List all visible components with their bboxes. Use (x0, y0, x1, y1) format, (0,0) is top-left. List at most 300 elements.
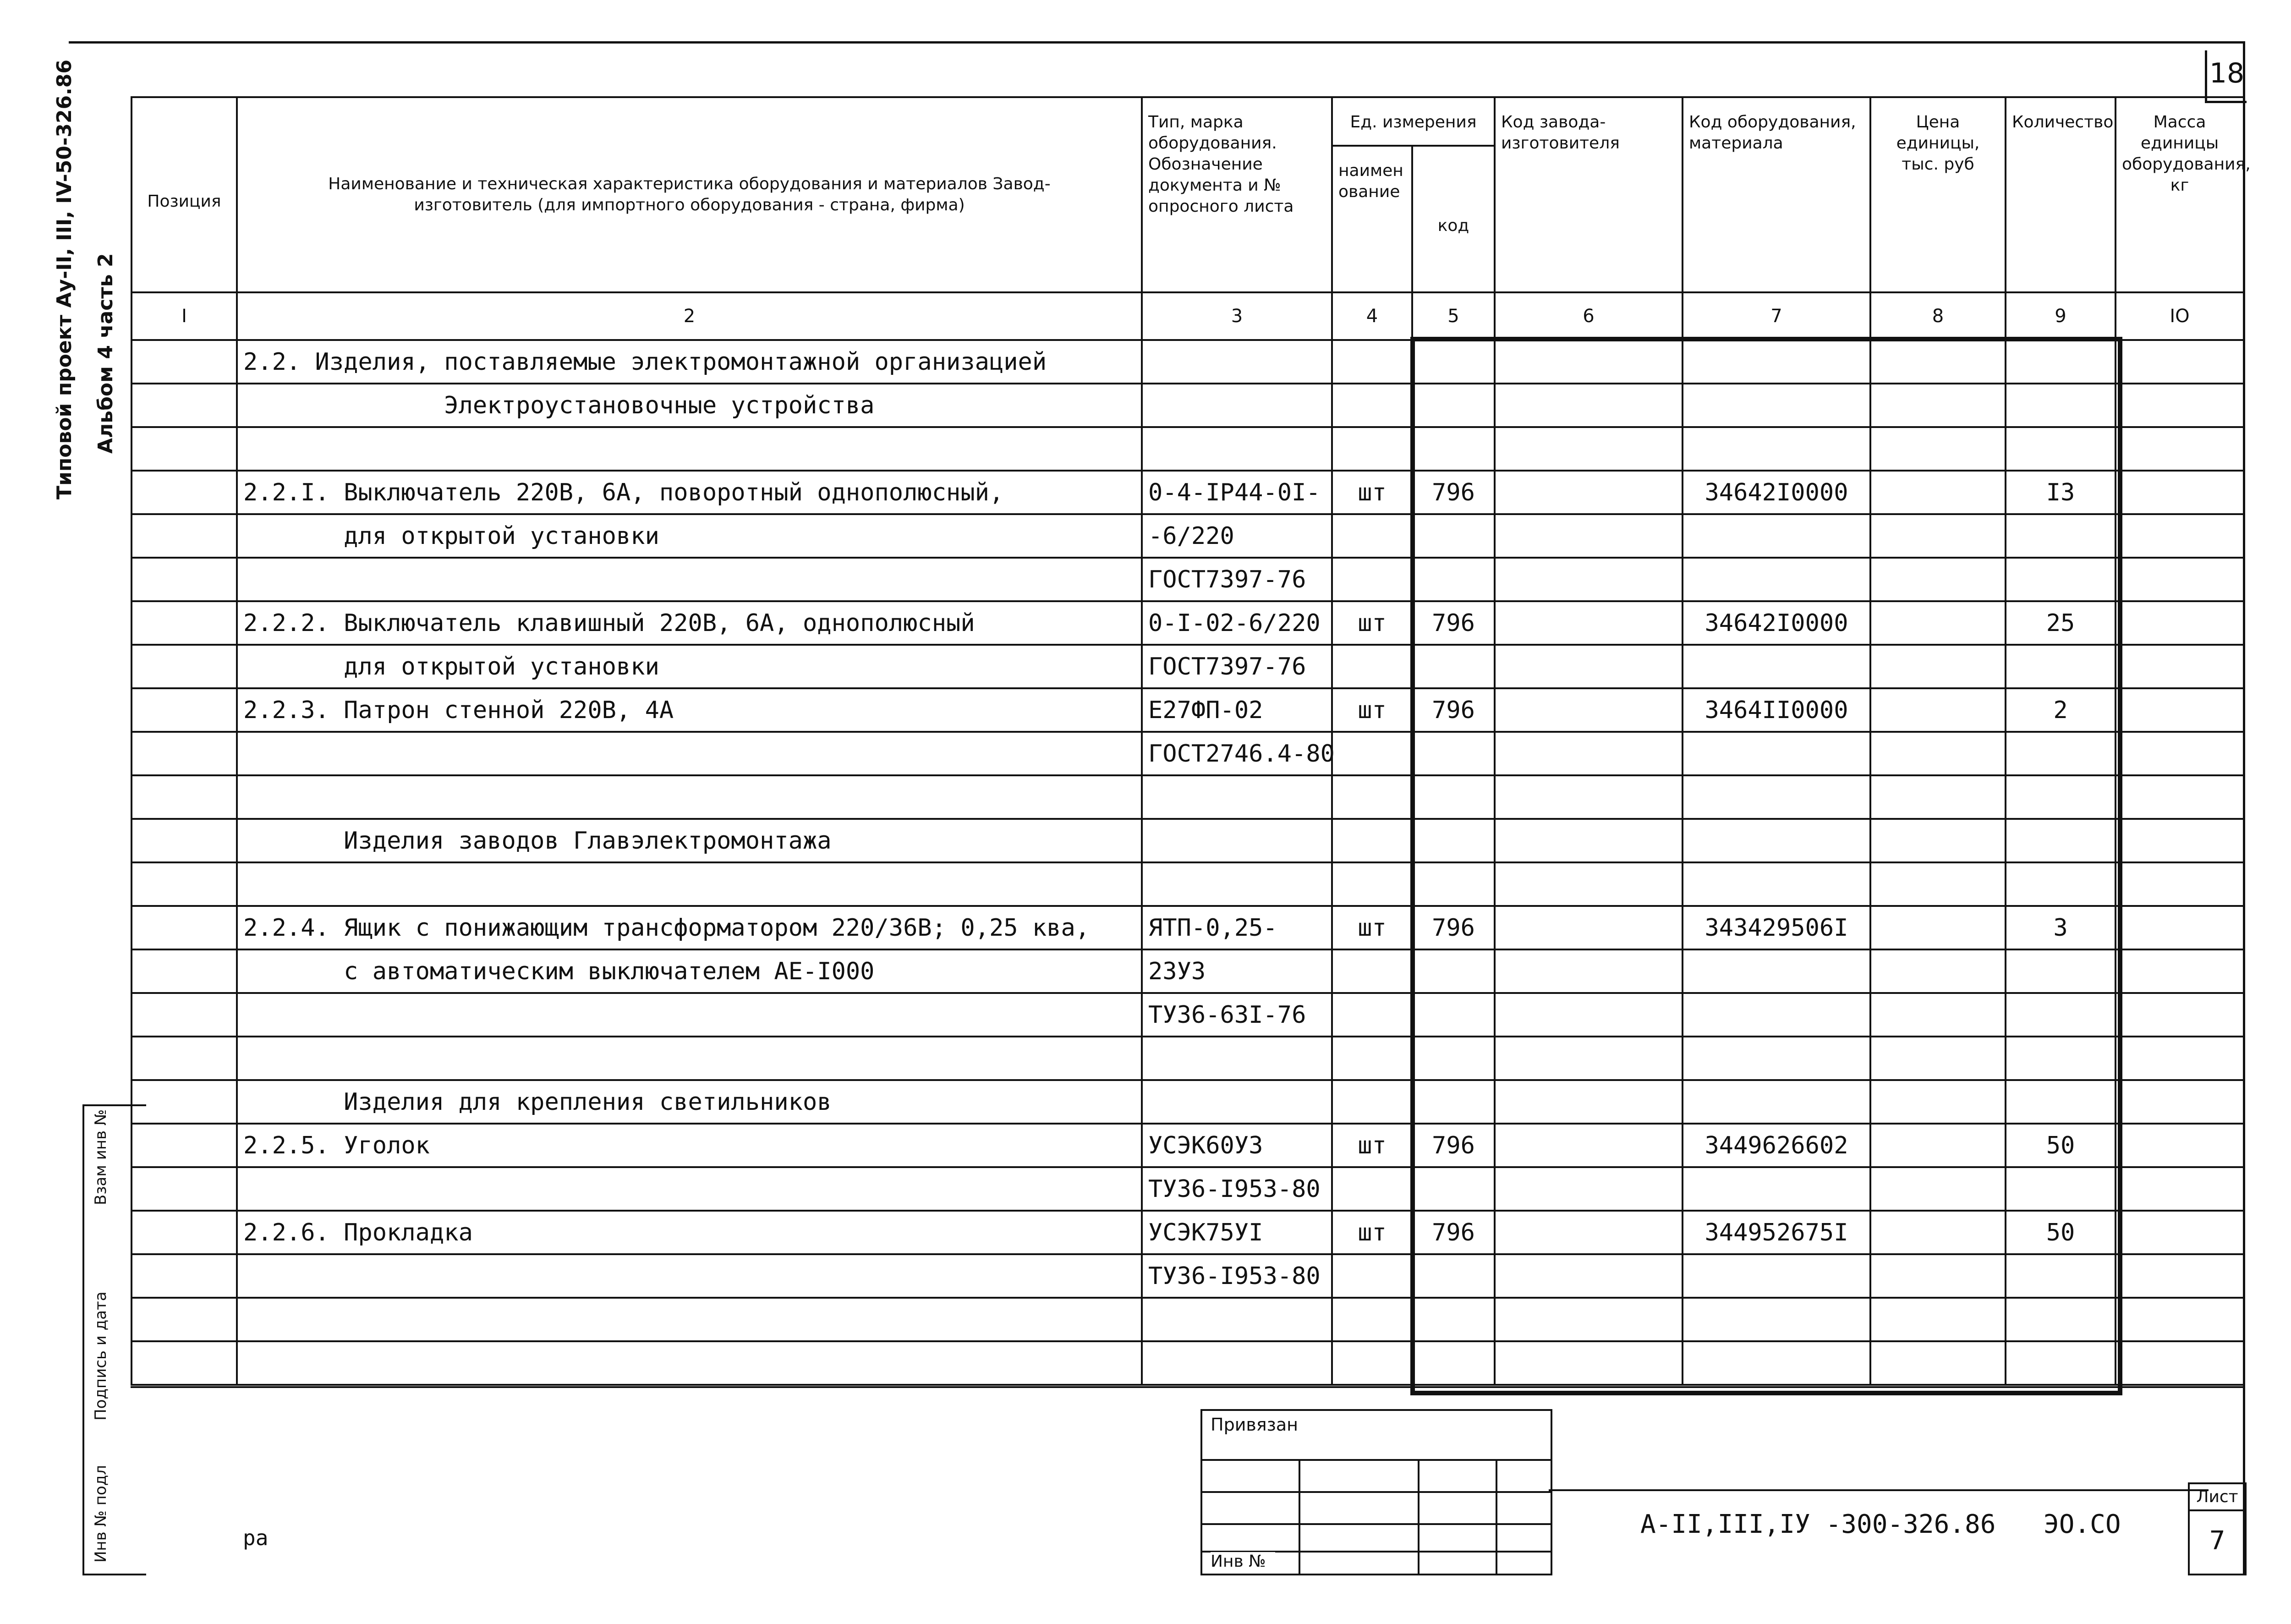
cell-equip (1683, 514, 1870, 558)
cell-maker (1495, 558, 1683, 601)
cell-price (1870, 862, 2006, 906)
cell-equip (1683, 558, 1870, 601)
cell-mass (2116, 340, 2244, 384)
cell-mass (2116, 819, 2244, 862)
cell-type: ГОСТ7397-76 (1142, 645, 1332, 688)
cell-pos (132, 645, 237, 688)
cell-equip (1683, 645, 1870, 688)
header-quantity: Количество (2006, 97, 2116, 292)
cell-price (1870, 906, 2006, 949)
cell-pos (132, 732, 237, 775)
cell-unit: шт (1332, 688, 1412, 732)
cell-price (1870, 1341, 2006, 1385)
header-mass: Масса единицы оборудования, кг (2116, 97, 2244, 292)
cell-qty: I3 (2006, 471, 2116, 514)
header-unit: Ед. измерения (1332, 97, 1495, 146)
cell-qty: 2 (2006, 688, 2116, 732)
cell-mass (2116, 645, 2244, 688)
cell-type: ТУ36-63I-76 (1142, 993, 1332, 1037)
cell-mass (2116, 427, 2244, 471)
header-maker-code: Код завода-изготовителя (1495, 97, 1683, 292)
table-row (132, 340, 2244, 384)
cell-name: для открытой установки (237, 514, 1142, 558)
cell-pos (132, 558, 237, 601)
table-row (132, 949, 2244, 993)
cell-maker (1495, 775, 1683, 819)
cell-code (1412, 993, 1495, 1037)
cell-code (1412, 949, 1495, 993)
cell-maker (1495, 1298, 1683, 1341)
cell-type: УСЭК60У3 (1142, 1124, 1332, 1167)
cell-qty (2006, 558, 2116, 601)
cell-name: 2.2.4. Ящик с понижающим трансформатором 220/36В; 0,25 ква, (237, 906, 1142, 949)
cell-type: 23У3 (1142, 949, 1332, 993)
cell-name (237, 1298, 1142, 1341)
column-number: 9 (2006, 292, 2116, 340)
cell-equip (1683, 427, 1870, 471)
cell-type (1142, 384, 1332, 427)
cell-equip (1683, 384, 1870, 427)
cell-maker (1495, 1167, 1683, 1211)
cell-qty (2006, 384, 2116, 427)
cell-pos (132, 1341, 237, 1385)
cell-maker (1495, 949, 1683, 993)
cell-equip (1683, 775, 1870, 819)
cell-maker (1495, 862, 1683, 906)
column-number: I (132, 292, 237, 340)
cell-equip (1683, 819, 1870, 862)
cell-code (1412, 1298, 1495, 1341)
cell-qty (2006, 819, 2116, 862)
cell-type: ТУ36-I953-80 (1142, 1167, 1332, 1211)
cell-name: Изделия для крепления светильников (237, 1080, 1142, 1124)
cell-maker (1495, 1254, 1683, 1298)
cell-mass (2116, 514, 2244, 558)
cell-pos (132, 340, 237, 384)
cell-name (237, 775, 1142, 819)
cell-unit: шт (1332, 471, 1412, 514)
cell-code (1412, 862, 1495, 906)
cell-qty (2006, 1037, 2116, 1080)
cell-maker (1495, 601, 1683, 645)
cell-price (1870, 1211, 2006, 1254)
cell-qty (2006, 427, 2116, 471)
inventory-label: Инв № (1211, 1552, 1275, 1571)
cell-code (1412, 775, 1495, 819)
cell-equip (1683, 993, 1870, 1037)
cell-name (237, 1341, 1142, 1385)
cell-maker (1495, 384, 1683, 427)
cell-unit (1332, 340, 1412, 384)
cell-qty (2006, 1254, 2116, 1298)
cell-type: 0-4-IP44-0I- (1142, 471, 1332, 514)
binding-stamp (1200, 1409, 1552, 1575)
cell-type (1142, 862, 1332, 906)
cell-name (237, 1254, 1142, 1298)
cell-pos (132, 1037, 237, 1080)
cell-unit (1332, 1298, 1412, 1341)
cell-qty: 50 (2006, 1211, 2116, 1254)
cell-equip (1683, 1037, 1870, 1080)
cell-pos (132, 471, 237, 514)
cell-code (1412, 340, 1495, 384)
header-unit-code: код (1412, 146, 1495, 292)
cell-code (1412, 384, 1495, 427)
cell-price (1870, 471, 2006, 514)
cell-equip: 343429506I (1683, 906, 1870, 949)
table-row (132, 1124, 2244, 1167)
column-number-row (132, 292, 2244, 340)
cell-qty: 50 (2006, 1124, 2116, 1167)
cell-qty: 3 (2006, 906, 2116, 949)
cell-pos (132, 601, 237, 645)
cell-qty (2006, 775, 2116, 819)
cell-maker (1495, 1080, 1683, 1124)
cell-unit (1332, 427, 1412, 471)
cell-unit (1332, 993, 1412, 1037)
cell-maker (1495, 688, 1683, 732)
cell-type: Е27ФП-02 (1142, 688, 1332, 732)
cell-equip (1683, 1341, 1870, 1385)
cell-price (1870, 558, 2006, 601)
cell-equip (1683, 1167, 1870, 1211)
table-row (132, 645, 2244, 688)
cell-price (1870, 688, 2006, 732)
cell-type (1142, 1080, 1332, 1124)
cell-code (1412, 1037, 1495, 1080)
stamp-label-sign: Подпись и дата (92, 1291, 110, 1421)
table-row (132, 514, 2244, 558)
cell-qty (2006, 645, 2116, 688)
cell-name (237, 993, 1142, 1037)
cell-pos (132, 384, 237, 427)
cell-code (1412, 1254, 1495, 1298)
header-equipment-code: Код оборудования, материала (1683, 97, 1870, 292)
cell-pos (132, 775, 237, 819)
album-label: Альбом 4 часть 2 (94, 253, 117, 454)
header-row (132, 97, 2244, 146)
cell-maker (1495, 1341, 1683, 1385)
cell-type: ГОСТ2746.4-80 (1142, 732, 1332, 775)
table-row (132, 601, 2244, 645)
cell-equip (1683, 862, 1870, 906)
cell-mass (2116, 949, 2244, 993)
cell-name (237, 1037, 1142, 1080)
cell-price (1870, 1298, 2006, 1341)
cell-equip (1683, 1080, 1870, 1124)
column-number: 5 (1412, 292, 1495, 340)
cell-code: 796 (1412, 1124, 1495, 1167)
document-code: А-II,III,IУ -300-326.86 (1640, 1509, 1996, 1539)
header-name: Наименование и техническая характеристика оборудования и материалов Завод-изготовитель (для импортного оборудования - страна, фирма) (237, 97, 1142, 292)
cell-maker (1495, 993, 1683, 1037)
table-row (132, 906, 2244, 949)
cell-equip: 34642I0000 (1683, 601, 1870, 645)
table-row (132, 1167, 2244, 1211)
cell-mass (2116, 1341, 2244, 1385)
cell-name (237, 1167, 1142, 1211)
cell-equip (1683, 949, 1870, 993)
list-label: Лист (2190, 1484, 2245, 1511)
cell-equip: 3449626602 (1683, 1124, 1870, 1167)
cell-code: 796 (1412, 906, 1495, 949)
cell-qty (2006, 949, 2116, 993)
document-suffix: ЭО.СО (2044, 1509, 2121, 1539)
cell-pos (132, 1080, 237, 1124)
cell-qty (2006, 1341, 2116, 1385)
cell-name: Изделия заводов Главэлектромонтажа (237, 819, 1142, 862)
cell-maker (1495, 1037, 1683, 1080)
cell-price (1870, 775, 2006, 819)
cell-unit (1332, 645, 1412, 688)
cell-pos (132, 688, 237, 732)
cell-maker (1495, 906, 1683, 949)
cell-mass (2116, 906, 2244, 949)
cell-equip (1683, 1254, 1870, 1298)
cell-maker (1495, 471, 1683, 514)
cell-type: ГОСТ7397-76 (1142, 558, 1332, 601)
cell-qty: 25 (2006, 601, 2116, 645)
table-row (132, 993, 2244, 1037)
cell-pos (132, 1124, 237, 1167)
cell-mass (2116, 1080, 2244, 1124)
cell-price (1870, 732, 2006, 775)
cell-pos (132, 427, 237, 471)
cell-pos (132, 1298, 237, 1341)
cell-type: УСЭК75УI (1142, 1211, 1332, 1254)
cell-price (1870, 514, 2006, 558)
cell-pos (132, 906, 237, 949)
cell-mass (2116, 862, 2244, 906)
table-row (132, 1298, 2244, 1341)
cell-type (1142, 1298, 1332, 1341)
cell-code (1412, 514, 1495, 558)
cell-mass (2116, 775, 2244, 819)
cell-price (1870, 1080, 2006, 1124)
cell-price (1870, 645, 2006, 688)
column-number: 4 (1332, 292, 1412, 340)
cell-unit (1332, 1254, 1412, 1298)
cell-unit (1332, 949, 1412, 993)
cell-name: с автоматическим выключателем АЕ-I000 (237, 949, 1142, 993)
cell-code (1412, 819, 1495, 862)
cell-code (1412, 1341, 1495, 1385)
cell-equip: 344952675I (1683, 1211, 1870, 1254)
table-row (132, 1341, 2244, 1385)
cell-unit (1332, 819, 1412, 862)
cell-type (1142, 819, 1332, 862)
cell-price (1870, 427, 2006, 471)
cell-unit (1332, 1080, 1412, 1124)
cell-equip: 3464II0000 (1683, 688, 1870, 732)
cell-type: ЯТП-0,25- (1142, 906, 1332, 949)
cell-unit: шт (1332, 1124, 1412, 1167)
cell-type (1142, 775, 1332, 819)
cell-mass (2116, 732, 2244, 775)
cell-qty (2006, 1167, 2116, 1211)
cell-unit (1332, 1341, 1412, 1385)
cell-mass (2116, 1124, 2244, 1167)
cell-qty (2006, 514, 2116, 558)
table-row (132, 775, 2244, 819)
cell-price (1870, 1167, 2006, 1211)
cell-mass (2116, 688, 2244, 732)
cell-maker (1495, 819, 1683, 862)
cell-code (1412, 732, 1495, 775)
cell-unit: шт (1332, 906, 1412, 949)
cell-price (1870, 819, 2006, 862)
cell-price (1870, 340, 2006, 384)
cell-name (237, 427, 1142, 471)
cell-price (1870, 1037, 2006, 1080)
cell-equip (1683, 340, 1870, 384)
table-row (132, 1254, 2244, 1298)
cell-maker (1495, 1211, 1683, 1254)
cell-name: 2.2.I. Выключатель 220В, 6А, поворотный однополюсный, (237, 471, 1142, 514)
cell-equip (1683, 1298, 1870, 1341)
table-row (132, 862, 2244, 906)
column-number: 2 (237, 292, 1142, 340)
cell-unit (1332, 384, 1412, 427)
cell-pos (132, 1167, 237, 1211)
cell-mass (2116, 1167, 2244, 1211)
cell-mass (2116, 1037, 2244, 1080)
cell-qty (2006, 993, 2116, 1037)
cell-maker (1495, 1124, 1683, 1167)
cell-unit (1332, 1037, 1412, 1080)
cell-pos (132, 862, 237, 906)
cell-code (1412, 427, 1495, 471)
column-number: 3 (1142, 292, 1332, 340)
stamp-label-replace: Взам инв № (92, 1109, 110, 1205)
cell-name: Электроустановочные устройства (237, 384, 1142, 427)
cell-type: ТУ36-I953-80 (1142, 1254, 1332, 1298)
table-row (132, 558, 2244, 601)
sheet-list-box (2188, 1482, 2247, 1575)
cell-code: 796 (1412, 601, 1495, 645)
cell-mass (2116, 471, 2244, 514)
header-type: Тип, марка оборудования. Обозначение документа и № опросного листа (1142, 97, 1332, 292)
cell-name: 2.2.5. Уголок (237, 1124, 1142, 1167)
cell-name: 2.2.3. Патрон стенной 220В, 4А (237, 688, 1142, 732)
column-number: 7 (1683, 292, 1870, 340)
cell-qty (2006, 340, 2116, 384)
cell-pos (132, 949, 237, 993)
cell-code (1412, 1167, 1495, 1211)
cell-price (1870, 384, 2006, 427)
cell-maker (1495, 732, 1683, 775)
cell-qty (2006, 1298, 2116, 1341)
column-number: 6 (1495, 292, 1683, 340)
cell-unit (1332, 1167, 1412, 1211)
cell-code (1412, 558, 1495, 601)
cell-unit (1332, 775, 1412, 819)
cell-unit: шт (1332, 1211, 1412, 1254)
cell-price (1870, 993, 2006, 1037)
table-row (132, 384, 2244, 427)
specification-table (131, 96, 2251, 1386)
cell-pos (132, 819, 237, 862)
cell-equip (1683, 732, 1870, 775)
cell-mass (2116, 601, 2244, 645)
cell-price (1870, 949, 2006, 993)
cell-qty (2006, 1080, 2116, 1124)
specification-body (132, 340, 2244, 1385)
cell-qty (2006, 732, 2116, 775)
cell-mass (2116, 384, 2244, 427)
cell-name (237, 558, 1142, 601)
header-price: Цена единицы, тыс. руб (1870, 97, 2006, 292)
cell-price (1870, 1254, 2006, 1298)
cell-mass (2116, 1298, 2244, 1341)
cell-name: 2.2.2. Выключатель клавишный 220В, 6А, однополюсный (237, 601, 1142, 645)
column-number: IO (2116, 292, 2244, 340)
cell-pos (132, 1254, 237, 1298)
cell-unit (1332, 862, 1412, 906)
table-row (132, 1080, 2244, 1124)
bound-label: Привязан (1211, 1415, 1298, 1435)
cell-mass (2116, 1211, 2244, 1254)
cell-type (1142, 427, 1332, 471)
cell-maker (1495, 340, 1683, 384)
table-row (132, 427, 2244, 471)
cell-name (237, 732, 1142, 775)
list-number: 7 (2209, 1526, 2225, 1556)
cell-maker (1495, 427, 1683, 471)
document-code-area (1549, 1489, 2209, 1574)
table-row (132, 471, 2244, 514)
cell-mass (2116, 1254, 2244, 1298)
table-row (132, 688, 2244, 732)
cell-type (1142, 1037, 1332, 1080)
cell-qty (2006, 862, 2116, 906)
sheet-number: 18 (2205, 50, 2247, 103)
cell-price (1870, 1124, 2006, 1167)
left-mark: ра (243, 1525, 269, 1550)
header-unit-name: наименование (1332, 146, 1412, 292)
table-row (132, 732, 2244, 775)
cell-name: 2.2.6. Прокладка (237, 1211, 1142, 1254)
cell-unit (1332, 558, 1412, 601)
cell-code: 796 (1412, 688, 1495, 732)
table-row (132, 819, 2244, 862)
header-position: Позиция (132, 97, 237, 292)
side-margin (14, 41, 124, 1572)
cell-maker (1495, 645, 1683, 688)
stamp-label-inv: Инв № подл (92, 1465, 110, 1563)
cell-pos (132, 1211, 237, 1254)
cell-unit (1332, 732, 1412, 775)
cell-code: 796 (1412, 1211, 1495, 1254)
project-label: Типовой проект Ау-II, III, IV-50-326.86 (53, 59, 76, 499)
cell-maker (1495, 514, 1683, 558)
table-row (132, 1037, 2244, 1080)
cell-unit: шт (1332, 601, 1412, 645)
cell-type (1142, 1341, 1332, 1385)
cell-code: 796 (1412, 471, 1495, 514)
cell-type: -6/220 (1142, 514, 1332, 558)
cell-type (1142, 340, 1332, 384)
column-number: 8 (1870, 292, 2006, 340)
table-row (132, 1211, 2244, 1254)
cell-price (1870, 601, 2006, 645)
cell-name: 2.2. Изделия, поставляемые электромонтажной организацией (237, 340, 1142, 384)
cell-mass (2116, 993, 2244, 1037)
cell-name (237, 862, 1142, 906)
cell-type: 0-I-02-6/220 (1142, 601, 1332, 645)
cell-name: для открытой установки (237, 645, 1142, 688)
cell-equip: 34642I0000 (1683, 471, 1870, 514)
